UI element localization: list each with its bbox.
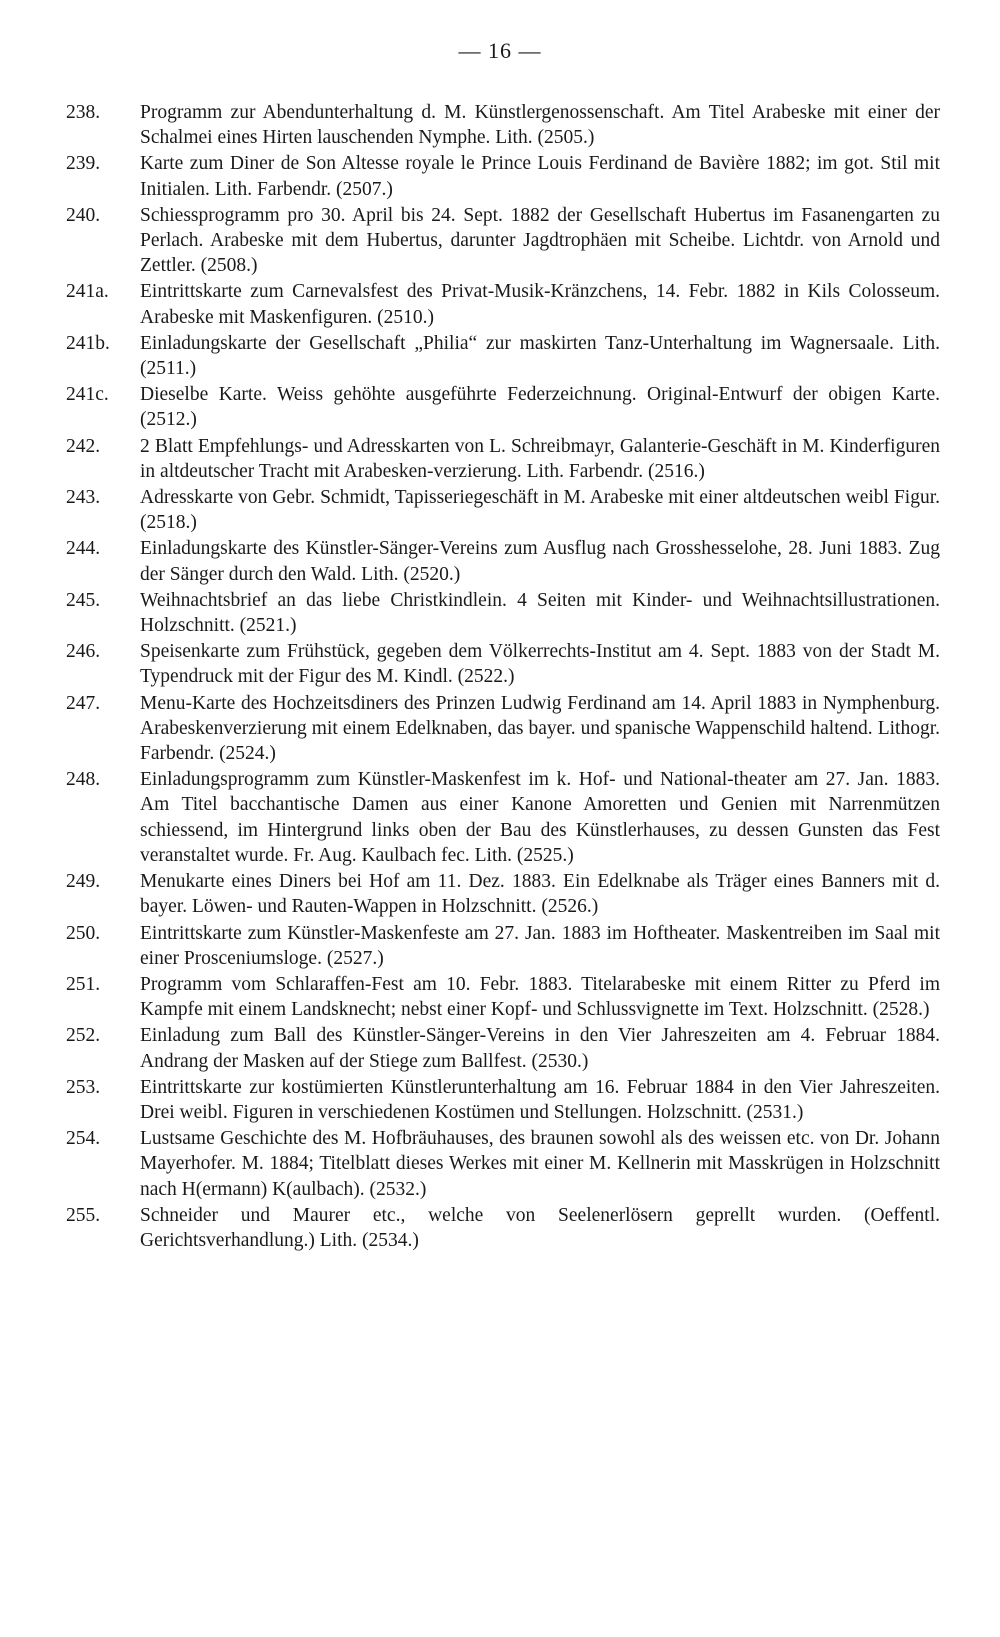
catalog-entry [66, 921, 940, 971]
catalog-entry [66, 1203, 940, 1253]
entry-text: Menu-Karte des Hochzeitsdiners des Prinzen Ludwig Ferdinand am 14. April 1883 in Nymphenburg. Arabeskenverzierung mit einem Edelknaben, das bayer. und spanische Wappenschild haltend. Lithogr. Farbendr. (2524.) [140, 692, 940, 765]
catalog-entries [66, 100, 940, 1254]
entry-text: Programm vom Schlaraffen-Fest am 10. Febr. 1883. Titelarabeske mit einem Ritter zu Pferd im Kampfe mit einem Landsknecht; nebst einer Kopf- und Schlussvignette im Text. Holzschnitt. (2528.) [140, 973, 940, 1021]
entry-number: 239. [66, 153, 101, 175]
entry-number: 248. [66, 769, 101, 791]
catalog-entry [66, 972, 940, 1022]
entry-text: Karte zum Diner de Son Altesse royale le Prince Louis Ferdinand de Bavière 1882; im got. Stil mit Initialen. Lith. Farbendr. (2507.) [140, 153, 940, 200]
catalog-entry [66, 434, 940, 484]
entry-number: 252. [66, 1025, 101, 1047]
entry-text: Eintrittskarte zum Carnevalsfest des Privat-Musik-Kränzchens, 14. Febr. 1882 in Kils Colosseum. Arabeske mit Maskenfiguren. (2510.) [140, 281, 940, 328]
entry-number: 240. [66, 204, 101, 226]
entry-number: 254. [66, 1128, 101, 1150]
entry-number: 250. [66, 922, 101, 944]
catalog-entry [66, 1075, 940, 1125]
entry-text: Einladungskarte des Künstler-Sänger-Vereins zum Ausflug nach Grosshesselohe, 28. Juni 1883. Zug der Sänger durch den Wald. Lith. (2520.) [140, 538, 940, 585]
entry-number: 246. [66, 641, 101, 663]
entry-text: Speisenkarte zum Frühstück, gegeben dem Völkerrechts-Institut am 4. Sept. 1883 von der Stadt M. Typendruck mit der Figur des M. Kindl. (2522.) [140, 641, 940, 688]
entry-text: Menukarte eines Diners bei Hof am 11. Dez. 1883. Ein Edelknabe als Träger eines Banners mit d. bayer. Löwen- und Rauten-Wappen in Holzschnitt. (2526.) [140, 871, 940, 918]
entry-number: 238. [66, 102, 101, 123]
entry-text: Eintrittskarte zur kostümierten Künstlerunterhaltung am 16. Februar 1884 in den Vier Jahreszeiten. Drei weibl. Figuren in verschiedenen Kostümen und Stellungen. Holzschnitt. (2531.) [140, 1076, 940, 1123]
entry-number: 253. [66, 1076, 101, 1098]
entry-text: Einladung zum Ball des Künstler-Sänger-Vereins in den Vier Jahreszeiten am 4. Februar 1884. Andrang der Masken auf der Stiege zum Ballfest. (2530.) [140, 1025, 940, 1072]
catalog-entry [66, 279, 940, 329]
entry-number: 242. [66, 435, 101, 457]
entry-number: 241a. [66, 281, 109, 303]
catalog-entry [66, 767, 940, 868]
entry-text: Lustsame Geschichte des M. Hofbräuhauses, des braunen sowohl als des weissen etc. von Dr. Johann Mayerhofer. M. 1884; Titelblatt dieses Werkes mit einer M. Kellnerin mit Masskrügen in Holzschnitt nach H(ermann) K(aulbach). (2532.) [140, 1128, 940, 1200]
catalog-entry [66, 203, 940, 279]
entry-text: Eintrittskarte zum Künstler-Maskenfeste am 27. Jan. 1883 im Hoftheater. Maskentreiben im Saal mit einer Prosceniumsloge. (2527.) [140, 922, 940, 969]
catalog-entry [66, 588, 940, 638]
catalog-entry [66, 1023, 940, 1073]
catalog-entry [66, 331, 940, 381]
entry-number: 245. [66, 589, 101, 611]
entry-number: 241b. [66, 332, 110, 354]
entry-text: Adresskarte von Gebr. Schmidt, Tapisseriegeschäft in M. Arabeske mit einer altdeutschen weibl Figur. (2518.) [140, 487, 940, 534]
entry-number: 247. [66, 692, 101, 714]
entry-text: Schneider und Maurer etc., welche von Seelenerlösern geprellt wurden. (Oeffentl. Gerichtsverhandlung.) Lith. (2534.) [140, 1204, 940, 1251]
entry-text: 2 Blatt Empfehlungs- und Adresskarten von L. Schreibmayr, Galanterie-Geschäft in M. Kinderfiguren in altdeutscher Tracht mit Arabesken-verzierung. Lith. Farbendr. (2516.) [140, 435, 940, 482]
catalog-entry [66, 869, 940, 919]
entry-text: Programm zur Abendunterhaltung d. M. Künstlergenossenschaft. Am Titel Arabeske mit einer der Schalmei eines Hirten lauschenden Nymphe. Lith. (2505.) [140, 102, 940, 149]
entry-number: 244. [66, 538, 101, 560]
entry-text: Einladungsprogramm zum Künstler-Maskenfest im k. Hof- und National-theater am 27. Jan. 1883. Am Titel bacchantische Damen aus einer Kanone Amoretten und Genien mit Narrenmützen schiessend, im Hintergrund links oben der Bau des Künstlerhauses, zu dessen Gunsten das Fest veranstaltet wurde. Fr. Aug. Kaulbach fec. Lith. (2525.) [140, 769, 940, 866]
entry-text: Weihnachtsbrief an das liebe Christkindlein. 4 Seiten mit Kinder- und Weihnachtsillustrationen. Holzschnitt. (2521.) [140, 589, 940, 637]
page-number: — 16 — [458, 38, 542, 63]
entry-number: 243. [66, 487, 101, 509]
entry-number: 251. [66, 973, 101, 995]
catalog-entry [66, 382, 940, 432]
entry-number: 241c. [66, 384, 109, 406]
catalog-entry [66, 536, 940, 586]
catalog-entry [66, 639, 940, 689]
entry-number: 249. [66, 871, 101, 893]
catalog-entry [66, 1126, 940, 1202]
entry-text: Einladungskarte der Gesellschaft „Philia“ zur maskirten Tanz-Unterhaltung im Wagnersaale. Lith. (2511.) [140, 332, 940, 380]
catalog-entry [66, 485, 940, 535]
entry-number: 255. [66, 1204, 101, 1226]
entry-text: Schiessprogramm pro 30. April bis 24. Sept. 1882 der Gesellschaft Hubertus im Fasanengarten zu Perlach. Arabeske mit dem Hubertus, darunter Jagdtrophäen mit Scheibe. Lichtdr. von Arnold und Zettler. (2508.) [140, 204, 940, 277]
catalog-entry [66, 151, 940, 201]
catalog-entry [66, 691, 940, 767]
catalog-entry [66, 100, 940, 150]
entry-text: Dieselbe Karte. Weiss gehöhte ausgeführte Federzeichnung. Original-Entwurf der obigen Karte. (2512.) [140, 384, 940, 431]
